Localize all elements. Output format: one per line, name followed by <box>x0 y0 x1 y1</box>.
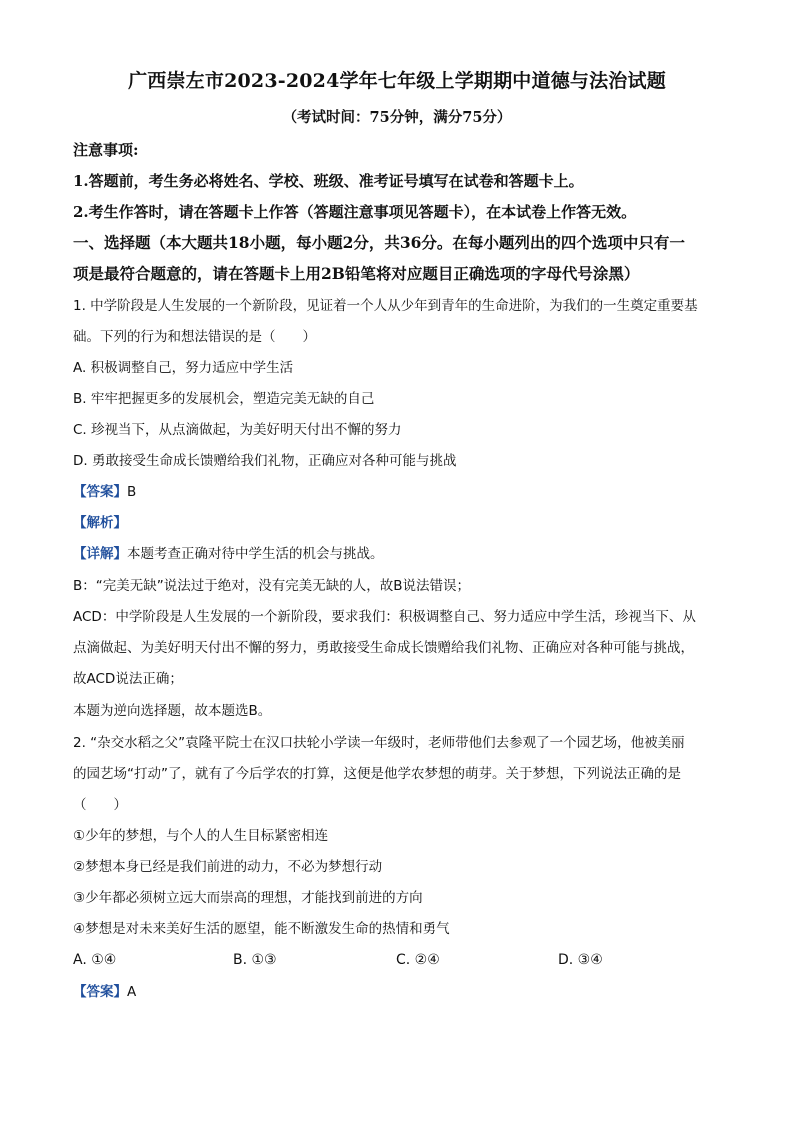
q1-explanation-line-1: B：“完美无缺”说法过于绝对，没有完美无缺的人，故B说法错误； <box>73 578 471 594</box>
detail-tag: 【详解】 <box>73 546 127 562</box>
q2-stem-line-2: 的园艺场“打动”了，就有了今后学农的打算，这便是他学农梦想的萌芽。关于梦想，下列说法正确的是 <box>73 766 681 782</box>
section-heading-line-2: 项是最符合题意的，请在答题卡上用2B铅笔将对应题目正确选项的字母代号涂黑） <box>73 264 640 283</box>
answer-value: A <box>127 984 137 1000</box>
section-heading-line-1: 一、选择题（本大题共18小题，每小题2分，共36分。在每小题列出的四个选项中只有一 <box>73 233 685 252</box>
q1-stem-line-1: 1. 中学阶段是人生发展的一个新阶段，见证着一个人从少年到青年的生命进阶，为我们的一生奠定重要基 <box>73 298 698 314</box>
page-title: 广西崇左市2023-2024学年七年级上学期期中道德与法治试题 <box>128 70 666 92</box>
answer-tag: 【答案】 <box>73 484 127 500</box>
q1-explanation-line-5: 本题为逆向选择题，故本题选B。 <box>73 703 272 719</box>
q2-option-d: D. ③④ <box>558 952 603 968</box>
answer-tag: 【答案】 <box>73 984 127 1000</box>
q2-statement-3: ③少年都必须树立远大而崇高的理想，才能找到前进的方向 <box>73 890 423 906</box>
q1-option-c: C. 珍视当下，从点滴做起，为美好明天付出不懈的努力 <box>73 422 402 438</box>
notice-item-2: 2.考生作答时，请在答题卡上作答（答题注意事项见答题卡），在本试卷上作答无效。 <box>73 203 637 221</box>
analysis-tag: 【解析】 <box>73 515 127 531</box>
q2-option-c: C. ②④ <box>396 952 440 968</box>
q1-explanation-line-3: 点滴做起、为美好明天付出不懈的努力，勇敢接受生命成长馈赠给我们礼物、正确应对各种可能与挑战， <box>73 640 694 656</box>
q2-answer <box>73 982 733 1002</box>
q1-explanation-line-4: 故ACD说法正确； <box>73 671 183 687</box>
q2-statement-2: ②梦想本身已经是我们前进的动力，不必为梦想行动 <box>73 859 383 875</box>
q1-stem-line-2: 础。下列的行为和想法错误的是（ ） <box>73 329 316 345</box>
q1-option-d: D. 勇敢接受生命成长馈赠给我们礼物，正确应对各种可能与挑战 <box>73 453 457 469</box>
detail-text: 本题考查正确对待中学生活的机会与挑战。 <box>127 546 384 562</box>
q2-statement-1: ①少年的梦想，与个人的人生目标紧密相连 <box>73 828 329 844</box>
notice-heading: 注意事项: <box>73 141 139 159</box>
q1-explanation-line-2: ACD：中学阶段是人生发展的一个新阶段，要求我们：积极调整自己、努力适应中学生活，珍视当下、从 <box>73 609 696 625</box>
q1-option-b: B. 牢牢把握更多的发展机会，塑造完美无缺的自己 <box>73 391 375 407</box>
q2-option-b: B. ①③ <box>233 952 277 968</box>
q1-detail <box>73 544 733 564</box>
q1-answer <box>73 482 733 502</box>
q2-option-a: A. ①④ <box>73 952 117 968</box>
q2-statement-4: ④梦想是对未来美好生活的愿望，能不断激发生命的热情和勇气 <box>73 921 450 937</box>
q1-option-a: A. 积极调整自己，努力适应中学生活 <box>73 360 294 376</box>
notice-item-1: 1.答题前，考生务必将姓名、学校、班级、准考证号填写在试卷和答题卡上。 <box>73 172 584 190</box>
q1-analysis-heading <box>73 513 733 533</box>
exam-info: （考试时间：75分钟，满分75分） <box>282 109 512 126</box>
q2-stem-line-1: 2. “杂交水稻之父”袁隆平院士在汉口扶轮小学读一年级时，老师带他们去参观了一个园艺场，他被美丽 <box>73 735 685 751</box>
q2-stem-line-3: （ ） <box>73 797 127 813</box>
answer-value: B <box>127 484 137 500</box>
